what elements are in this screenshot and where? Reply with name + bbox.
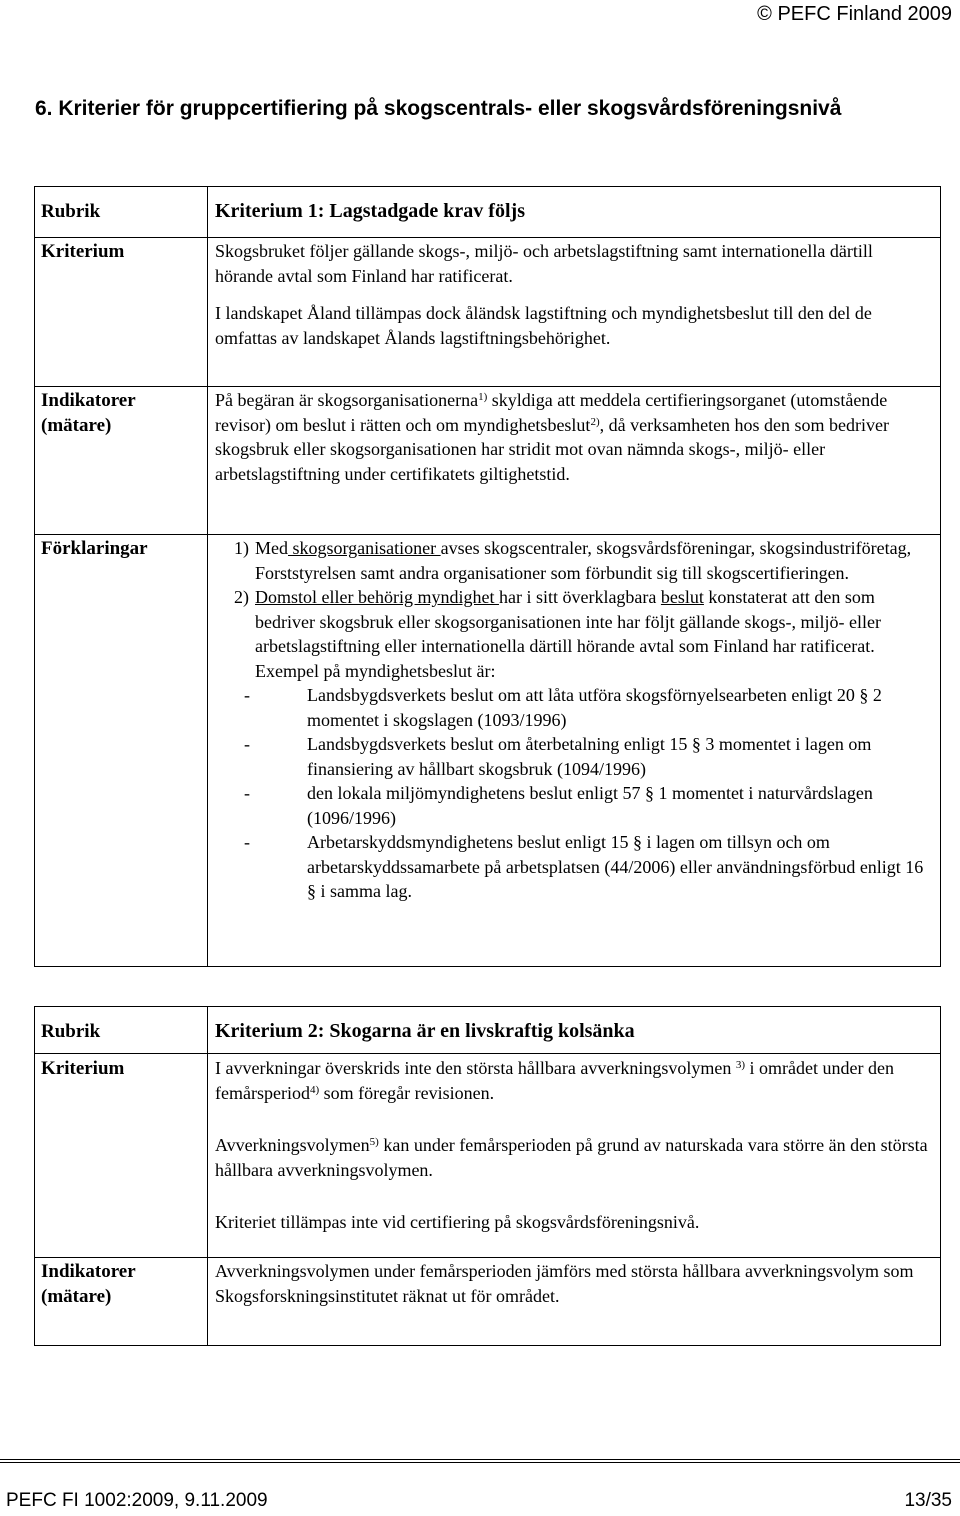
kriterium-text-2: Avverkningsvolymen$^{5)}$ kan under femårsperioden på grund av naturskada vara större än den största hållbara avverkningsvolymen. (215, 1135, 928, 1180)
rubrik-row (35, 187, 941, 238)
label-indikatorer: Indikatorer (mätare) (35, 387, 208, 535)
criterion-1-table (34, 186, 941, 967)
example-1: - Landsbygdsverkets beslut om att låta utföra skogsförnyelsearbeten enligt 20 § 2 momentet i skogslagen (1093/1996) (244, 685, 882, 730)
indikatorer-cell (208, 387, 941, 535)
section-title: 6. Kriterier för gruppcertifiering på skogscentrals- eller skogsvårdsföreningsnivå (35, 97, 842, 120)
copyright-header: © PEFC Finland 2009 (757, 3, 952, 25)
indikatorer-cell (208, 1258, 941, 1346)
kriterium-row (35, 238, 941, 387)
rubrik-cell (208, 187, 941, 238)
kriterium-cell (208, 1054, 941, 1258)
footer-page-number: 13/35 (904, 1490, 952, 1511)
kriterium-text-1: Skogsbruket följer gällande skogs-, miljö- och arbetslagstiftning samt internationella därtill hörande avtal som Finland har ratificerat. (215, 241, 873, 286)
label-rubrik: Rubrik (35, 1007, 208, 1054)
footer-document-id: PEFC FI 1002:2009, 9.11.2009 (6, 1490, 268, 1511)
kriterium-text-3: Kriteriet tillämpas inte vid certifiering på skogsvårdsföreningsnivå. (215, 1212, 700, 1232)
forklaringar-cell (208, 535, 941, 967)
indikator-text: Avverkningsvolymen under femårsperioden jämförs med största hållbara avverkningsvolym som Skogsforskningsinstitutet räknat ut för området. (215, 1261, 914, 1306)
explanation-1: 1) Med skogsorganisationer avses skogscentraler, skogsvårdsföreningar, skogsindustriföretag, Forststyrelsen samt andra organisationer som förbundit sig till skogscertifieringen. (234, 538, 912, 583)
label-kriterium: Kriterium (35, 238, 208, 387)
criterion-2-table (34, 1006, 941, 1346)
kriterium-row (35, 1054, 941, 1258)
criterion-title: Kriterium 1: Lagstadgade krav följs (215, 200, 525, 222)
rubrik-row (35, 1007, 941, 1054)
rubrik-cell (208, 1007, 941, 1054)
example-4: - Arbetarskyddsmyndighetens beslut enligt 15 § i lagen om tillsyn och om arbetarskyddssamarbete på arbetsplatsen (44/2006) eller användningsförbud enligt 16 § i samma lag. (244, 832, 924, 901)
explanation-2: 2) Domstol eller behörig myndighet har i sitt överklagbara beslut konstaterat att den som bedriver skogsbruk eller skogsorganisationen inte har följt gällande skogs-, miljö- eller arbetslagstiftning eller internationella därtill hörande avtal som Finland har ratificerat. Exempel på myndighetsbeslut är: (234, 587, 882, 681)
label-rubrik: Rubrik (35, 187, 208, 238)
indikatorer-row (35, 1258, 941, 1346)
example-3: - den lokala miljömyndighetens beslut enligt 57 § 1 momentet i naturvårdslagen (1096/1996) (244, 783, 873, 828)
forklaringar-row (35, 535, 941, 967)
label-forklaringar: Förklaringar (35, 535, 208, 967)
criterion-title: Kriterium 2: Skogarna är en livskraftig kolsänka (215, 1020, 635, 1042)
label-kriterium: Kriterium (35, 1054, 208, 1258)
kriterium-cell (208, 238, 941, 387)
kriterium-text-1: I avverkningar överskrids inte den största hållbara avverkningsvolymen $^{3)}$ i området under den femårsperiod$^{4)}$ som föregår revisionen. (215, 1058, 894, 1103)
kriterium-text-2: I landskapet Åland tillämpas dock åländsk lagstiftning och myndighetsbeslut till den del de omfattas av landskapet Ålands lagstiftningsbehörighet. (215, 303, 872, 348)
footer-divider (0, 1459, 960, 1463)
example-2: - Landsbygdsverkets beslut om återbetalning enligt 15 § 3 momentet i lagen om finansiering av hållbart skogsbruk (1094/1996) (244, 734, 872, 779)
indikator-text: På begäran är skogsorganisationerna$^{1)}$ skyldiga att meddela certifieringsorganet (utomstående revisor) om beslut i rätten och om myndighetsbeslut$^{2)}$, då verksamheten hos den som bedriver skogsbruk eller skogsorganisationen har stridit mot ovan nämnda skogs-, miljö- eller arbetslagstiftning under certifikatets giltighetstid. (215, 390, 890, 484)
indikatorer-row (35, 387, 941, 535)
label-indikatorer: Indikatorer (mätare) (35, 1258, 208, 1346)
